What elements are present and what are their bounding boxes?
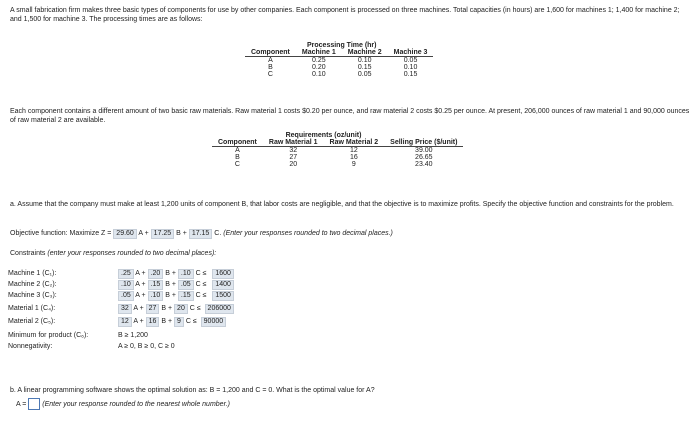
var-a-label: A + — [138, 230, 149, 237]
table-cell: 0.05 — [403, 57, 418, 64]
objective-hint: (Enter your responses rounded to two decimal places.) — [223, 230, 393, 237]
constraint-row — [8, 279, 308, 290]
coef-a-input[interactable]: .25 — [118, 269, 134, 279]
coef-b-input[interactable]: .15 — [148, 280, 164, 290]
table-cell: A — [235, 147, 240, 154]
table-row — [212, 154, 463, 161]
nonnegativity-expr: A ≥ 0, B ≥ 0, C ≥ 0 — [118, 343, 175, 350]
constraint-label: Machine 3 (C₃): — [8, 292, 57, 299]
constraint-label: Machine 2 (C₂): — [8, 281, 57, 288]
table2-header: Raw Material 1 — [263, 139, 324, 147]
answer-row — [16, 398, 230, 410]
var-a-label: A + — [133, 305, 144, 312]
coef-b-input[interactable]: 16 — [146, 317, 160, 327]
constraints-label: Constraints — [10, 250, 46, 257]
table-cell: B — [268, 64, 273, 71]
table-row — [212, 161, 463, 168]
operator: ≤ — [202, 270, 207, 277]
objective-label: Objective function: Maximize Z = — [10, 230, 112, 237]
table1-header: Machine 3 — [388, 49, 434, 57]
part-a-question: a. Assume that the company must make at least 1,200 units of component B, that labor costs are negligible, and that the objective is to maximize profits. Specify the objective function and constraints for the problem. — [10, 201, 674, 208]
table-cell: 0.10 — [403, 64, 418, 71]
coef-c-input[interactable]: 9 — [174, 317, 184, 327]
coef-b-input[interactable]: .10 — [148, 291, 164, 301]
operator: ≤ — [196, 305, 201, 312]
requirements-table — [212, 132, 463, 168]
constraint-label: Minimum for product (C₆): — [8, 332, 89, 339]
constraint-label: Material 1 (C₄): — [8, 305, 56, 312]
answer-label: A = — [16, 400, 27, 408]
coef-a-input[interactable]: 32 — [118, 304, 132, 314]
table2-super-header: Requirements (oz/unit) — [285, 132, 362, 139]
var-b-label: B + — [176, 230, 187, 237]
coef-b-input[interactable]: 27 — [146, 304, 160, 314]
var-a-label: A + — [135, 270, 146, 277]
var-b-label: B + — [161, 305, 173, 312]
objective-function — [10, 229, 393, 239]
answer-input[interactable] — [28, 398, 40, 410]
table-cell: 0.10 — [357, 57, 372, 64]
var-c-label: C — [195, 292, 201, 299]
rhs-input[interactable]: 206000 — [205, 304, 234, 314]
constraint-label: Machine 1 (C₁): — [8, 270, 57, 277]
table-cell: 0.10 — [312, 71, 326, 78]
table-row — [212, 147, 463, 155]
nonnegativity-row — [8, 341, 308, 352]
coef-c-input[interactable]: .10 — [178, 269, 194, 279]
answer-hint: (Enter your response rounded to the nearest whole number.) — [42, 400, 230, 408]
constraint-row — [8, 316, 308, 327]
constraint-row — [8, 268, 308, 279]
table-cell: 39.00 — [415, 147, 433, 154]
table-cell: 0.15 — [357, 64, 372, 71]
constraint-row — [8, 290, 308, 301]
table-cell: 0.05 — [357, 71, 372, 78]
intro-text: A small fabrication firm makes three basic types of components for use by other companies. Each component is processed on three machines. Total capacities (in hours) are 1,600 for machines 1; 1,400 for machine 2; and 1,500 for machine 3. The processing times are as follows: — [10, 7, 680, 23]
table-cell: B — [235, 154, 240, 161]
coef-c-input[interactable]: .05 — [178, 280, 194, 290]
coef-b-input[interactable]: .20 — [148, 269, 164, 279]
table-cell: C — [267, 71, 273, 78]
var-c-label: C. — [214, 230, 222, 237]
table-cell: 16 — [349, 154, 358, 161]
objective-coef-a-input[interactable]: 29.60 — [113, 229, 137, 239]
table-cell: 32 — [289, 147, 298, 154]
coef-a-input[interactable]: .10 — [118, 280, 134, 290]
var-a-label: A + — [135, 292, 146, 299]
table-cell: 20 — [289, 161, 298, 168]
operator: ≤ — [192, 318, 197, 325]
min-product-expr: B ≥ 1,200 — [118, 332, 148, 339]
var-c-label: C — [189, 305, 195, 312]
table-row — [245, 57, 433, 65]
var-b-label: B + — [165, 270, 176, 277]
part-b-question: b. A linear programming software shows the optimal solution as: B = 1,200 and C = 0. What is the optimal value for A? — [10, 387, 375, 394]
table-cell: 26.65 — [415, 154, 433, 161]
min-product-row — [8, 330, 308, 341]
processing-time-table — [245, 42, 433, 78]
table1-super-header: Processing Time (hr) — [306, 42, 377, 49]
table1-header: Component — [245, 49, 296, 57]
table-cell: 0.20 — [312, 64, 326, 71]
table-cell: C — [234, 161, 240, 168]
objective-coef-c-input[interactable]: 17.15 — [189, 229, 213, 239]
rhs-input[interactable]: 1600 — [212, 269, 234, 279]
table-cell: A — [268, 57, 273, 64]
var-c-label: C — [185, 318, 191, 325]
var-b-label: B + — [165, 281, 176, 288]
table2-header: Component — [212, 139, 263, 147]
table-row — [245, 71, 433, 78]
table1-header: Machine 2 — [342, 49, 388, 57]
var-c-label: C — [195, 281, 201, 288]
rhs-input[interactable]: 1400 — [212, 280, 234, 290]
constraints-hint: (enter your responses rounded to two decimal places): — [47, 250, 217, 257]
rhs-input[interactable]: 90000 — [201, 317, 226, 327]
table-cell: 9 — [351, 161, 356, 168]
table-cell: 23.40 — [415, 161, 433, 168]
constraint-label: Nonnegativity: — [8, 343, 53, 350]
rhs-input[interactable]: 1500 — [212, 291, 234, 301]
constraint-row — [8, 303, 308, 314]
constraints-heading — [10, 250, 216, 257]
table2-header: Raw Material 2 — [324, 139, 385, 147]
table-cell: 0.15 — [403, 71, 418, 78]
table-cell: 12 — [349, 147, 358, 154]
coef-a-input[interactable]: .05 — [118, 291, 134, 301]
var-a-label: A + — [133, 318, 144, 325]
table-cell: 0.25 — [312, 57, 326, 64]
operator: ≤ — [202, 281, 207, 288]
coef-c-input[interactable]: .15 — [178, 291, 194, 301]
var-b-label: B + — [161, 318, 173, 325]
table-cell: 27 — [289, 154, 298, 161]
coef-c-input[interactable]: 20 — [174, 304, 188, 314]
operator: ≤ — [202, 292, 207, 299]
coef-a-input[interactable]: 12 — [118, 317, 132, 327]
var-b-label: B + — [165, 292, 176, 299]
var-a-label: A + — [135, 281, 146, 288]
raw-material-text: Each component contains a different amount of two basic raw materials. Raw material 1 costs $0.20 per ounce, and raw material 2 costs $0.25 per ounce. At present, 206,000 ounces of raw material 1 and 90,000 ounces of raw material 2 are available. — [10, 108, 690, 124]
table2-header: Selling Price ($/unit) — [384, 139, 463, 147]
table-row — [245, 64, 433, 71]
table1-header: Machine 1 — [296, 49, 342, 57]
constraint-label: Material 2 (C₅): — [8, 318, 56, 325]
var-c-label: C — [195, 270, 201, 277]
objective-coef-b-input[interactable]: 17.25 — [151, 229, 175, 239]
